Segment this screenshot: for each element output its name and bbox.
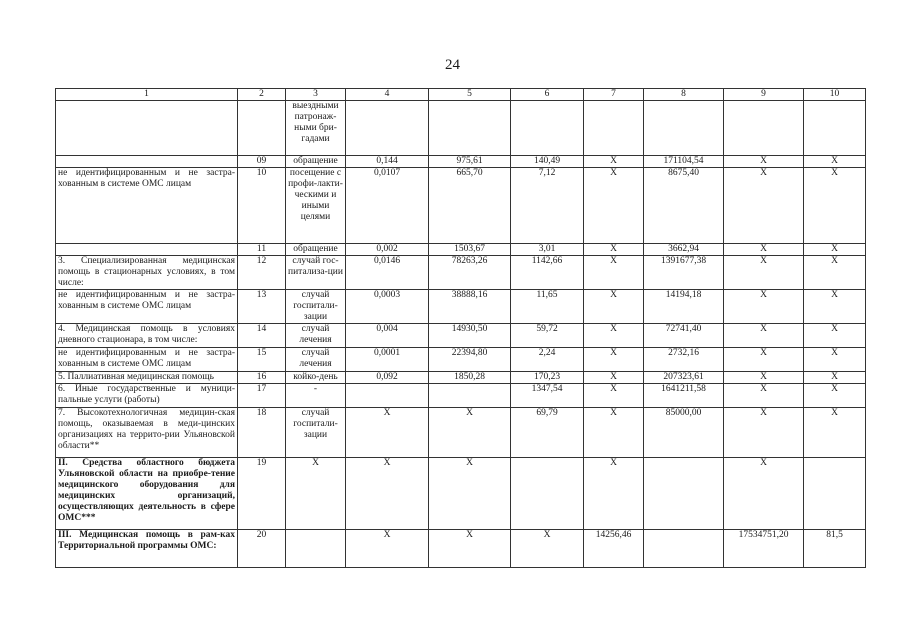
table-cell-col5: 14930,50	[429, 324, 511, 348]
table-cell-col2: 18	[238, 408, 286, 458]
table-cell-col2: 20	[238, 530, 286, 568]
col-header: 4	[346, 89, 429, 101]
table-cell-col3: -	[286, 384, 346, 408]
table-cell-col7	[584, 101, 644, 156]
table-cell-col1: не идентифицированным и не застра-хованным в системе ОМС лицам	[56, 290, 238, 324]
table-cell-col5: X	[429, 408, 511, 458]
table-row	[56, 530, 866, 568]
table-cell-col4: 0,092	[346, 372, 429, 384]
table-cell-col7: X	[584, 372, 644, 384]
table-row	[56, 458, 866, 530]
col-header: 10	[804, 89, 866, 101]
table-cell-col10: X	[804, 290, 866, 324]
table-row	[56, 256, 866, 290]
table-cell-col2: 10	[238, 168, 286, 244]
table-cell-col1: II. Средства областного бюджета Ульяновской области на приобре-тение медицинского оборудования для медицинских организаций, осуществляющих деятельность в сфере ОМС***	[56, 458, 238, 530]
table-cell-col9: X	[724, 458, 804, 530]
table-cell-col3: случай госпитали-зации	[286, 408, 346, 458]
col-header: 6	[511, 89, 584, 101]
table-cell-col7: X	[584, 256, 644, 290]
table-cell-col6: X	[511, 530, 584, 568]
table-cell-col6: 140,49	[511, 156, 584, 168]
table-cell-col10	[804, 458, 866, 530]
table-cell-col8: 207323,61	[644, 372, 724, 384]
table-cell-col7: X	[584, 384, 644, 408]
table-cell-col6	[511, 101, 584, 156]
table-cell-col2: 17	[238, 384, 286, 408]
table-cell-col10: 81,5	[804, 530, 866, 568]
table-cell-col1: 4. Медицинская помощь в условиях дневного стационара, в том числе:	[56, 324, 238, 348]
table-cell-col2: 12	[238, 256, 286, 290]
table-cell-col9: X	[724, 384, 804, 408]
table-cell-col1: 7. Высокотехнологичная медицин-ская помощь, оказываемая в меди-цинских организациях на террито-рии Ульяновской области**	[56, 408, 238, 458]
table-cell-col1: 5. Паллиативная медицинская помощь	[56, 372, 238, 384]
table-cell-col8: 85000,00	[644, 408, 724, 458]
table-cell-col3: койко-день	[286, 372, 346, 384]
table-cell-col7: X	[584, 244, 644, 256]
col-header: 8	[644, 89, 724, 101]
header-row	[56, 89, 866, 101]
table-cell-col10: X	[804, 372, 866, 384]
table-cell-col4: X	[346, 408, 429, 458]
col-header: 2	[238, 89, 286, 101]
table-cell-col10	[804, 101, 866, 156]
table-row	[56, 290, 866, 324]
table-cell-col7: X	[584, 458, 644, 530]
table-cell-col5: 1503,67	[429, 244, 511, 256]
col-header: 7	[584, 89, 644, 101]
table-cell-col9: X	[724, 168, 804, 244]
table-cell-col2: 13	[238, 290, 286, 324]
table-cell-col6: 2,24	[511, 348, 584, 372]
table-cell-col7: X	[584, 408, 644, 458]
table-cell-col9: X	[724, 408, 804, 458]
table-cell-col6: 69,79	[511, 408, 584, 458]
col-header: 5	[429, 89, 511, 101]
table-cell-col9: X	[724, 348, 804, 372]
table-cell-col4: X	[346, 458, 429, 530]
table-cell-col8	[644, 101, 724, 156]
table-row	[56, 384, 866, 408]
table-cell-col3: случай гос-питализа-ции	[286, 256, 346, 290]
table-cell-col1: не идентифицированным и не застра-хованным в системе ОМС лицам	[56, 348, 238, 372]
table-cell-col2: 14	[238, 324, 286, 348]
table-row	[56, 101, 866, 156]
table-cell-col8	[644, 458, 724, 530]
table-cell-col3: обращение	[286, 244, 346, 256]
table-cell-col5: 1850,28	[429, 372, 511, 384]
table-cell-col3: посещение с профи-лакти-ческими и иными целями	[286, 168, 346, 244]
table-row	[56, 324, 866, 348]
table-cell-col9: X	[724, 290, 804, 324]
table-cell-col2	[238, 101, 286, 156]
table-row	[56, 244, 866, 256]
table-cell-col4: 0,144	[346, 156, 429, 168]
table-cell-col9: X	[724, 256, 804, 290]
table-cell-col5: 22394,80	[429, 348, 511, 372]
table-cell-col4: 0,002	[346, 244, 429, 256]
table-cell-col5: X	[429, 458, 511, 530]
table-cell-col4: 0,0003	[346, 290, 429, 324]
table-cell-col1: III. Медицинская помощь в рам-ках Территориальной программы ОМС:	[56, 530, 238, 568]
table-cell-col3: случай госпитали-зации	[286, 290, 346, 324]
table-row	[56, 348, 866, 372]
table-cell-col7: X	[584, 168, 644, 244]
table-cell-col2: 16	[238, 372, 286, 384]
table-cell-col9: X	[724, 244, 804, 256]
table-cell-col4	[346, 101, 429, 156]
table-cell-col1: не идентифицированным и не застра-хованным в системе ОМС лицам	[56, 168, 238, 244]
table-cell-col5: 78263,26	[429, 256, 511, 290]
table-cell-col10: X	[804, 256, 866, 290]
table-cell-col9	[724, 101, 804, 156]
table-cell-col8: 171104,54	[644, 156, 724, 168]
table-cell-col3: обращение	[286, 156, 346, 168]
table-cell-col9: X	[724, 372, 804, 384]
table-cell-col9: X	[724, 156, 804, 168]
col-header: 1	[56, 89, 238, 101]
table-cell-col1: 3. Специализированная медицинская помощь в стационарных условиях, в том числе:	[56, 256, 238, 290]
table-cell-col9: X	[724, 324, 804, 348]
table-cell-col7: 14256,46	[584, 530, 644, 568]
table-cell-col5: 975,61	[429, 156, 511, 168]
table-cell-col10: X	[804, 384, 866, 408]
table-cell-col9: 17534751,20	[724, 530, 804, 568]
table-cell-col4: 0,0107	[346, 168, 429, 244]
table-cell-col2: 11	[238, 244, 286, 256]
table-cell-col7: X	[584, 290, 644, 324]
table-cell-col3: X	[286, 458, 346, 530]
page-number: 24	[445, 57, 460, 73]
table-cell-col1	[56, 101, 238, 156]
table-cell-col10: X	[804, 244, 866, 256]
table-cell-col4	[346, 384, 429, 408]
table-row	[56, 408, 866, 458]
table-cell-col5: X	[429, 530, 511, 568]
table-cell-col8: 1641211,58	[644, 384, 724, 408]
table-cell-col6: 11,65	[511, 290, 584, 324]
table-cell-col4: 0,0146	[346, 256, 429, 290]
table-cell-col2: 15	[238, 348, 286, 372]
table-cell-col7: X	[584, 324, 644, 348]
table-cell-col3: случай лечения	[286, 324, 346, 348]
table-cell-col6	[511, 458, 584, 530]
table-cell-col10: X	[804, 408, 866, 458]
table-cell-col1	[56, 244, 238, 256]
table-cell-col8	[644, 530, 724, 568]
data-table	[55, 88, 866, 568]
table-cell-col8: 3662,94	[644, 244, 724, 256]
table-cell-col4: 0,0001	[346, 348, 429, 372]
table-cell-col6: 1347,54	[511, 384, 584, 408]
col-header: 3	[286, 89, 346, 101]
table-cell-col5	[429, 101, 511, 156]
table-cell-col2: 09	[238, 156, 286, 168]
table-cell-col6: 3,01	[511, 244, 584, 256]
col-header: 9	[724, 89, 804, 101]
table-cell-col8: 1391677,38	[644, 256, 724, 290]
table-cell-col1: 6. Иные государственные и муници-пальные услуги (работы)	[56, 384, 238, 408]
table-cell-col5: 665,70	[429, 168, 511, 244]
table-cell-col10: X	[804, 324, 866, 348]
table-cell-col8: 8675,40	[644, 168, 724, 244]
table-cell-col5: 38888,16	[429, 290, 511, 324]
table-cell-col8: 2732,16	[644, 348, 724, 372]
table-cell-col10: X	[804, 156, 866, 168]
table-cell-col2: 19	[238, 458, 286, 530]
table-cell-col7: X	[584, 348, 644, 372]
table-cell-col6: 1142,66	[511, 256, 584, 290]
table-cell-col1	[56, 156, 238, 168]
table-cell-col3: выездными патронаж-ными бри-гадами	[286, 101, 346, 156]
table-cell-col3: случай лечения	[286, 348, 346, 372]
table-cell-col3	[286, 530, 346, 568]
table-row	[56, 372, 866, 384]
table-cell-col8: 14194,18	[644, 290, 724, 324]
table-cell-col6: 170,23	[511, 372, 584, 384]
table-row	[56, 168, 866, 244]
table-cell-col5	[429, 384, 511, 408]
table-cell-col8: 72741,40	[644, 324, 724, 348]
table-cell-col10: X	[804, 348, 866, 372]
table-cell-col4: X	[346, 530, 429, 568]
table-cell-col7: X	[584, 156, 644, 168]
table-row	[56, 156, 866, 168]
table-cell-col4: 0,004	[346, 324, 429, 348]
table-cell-col10: X	[804, 168, 866, 244]
table-cell-col6: 59,72	[511, 324, 584, 348]
table-cell-col6: 7,12	[511, 168, 584, 244]
